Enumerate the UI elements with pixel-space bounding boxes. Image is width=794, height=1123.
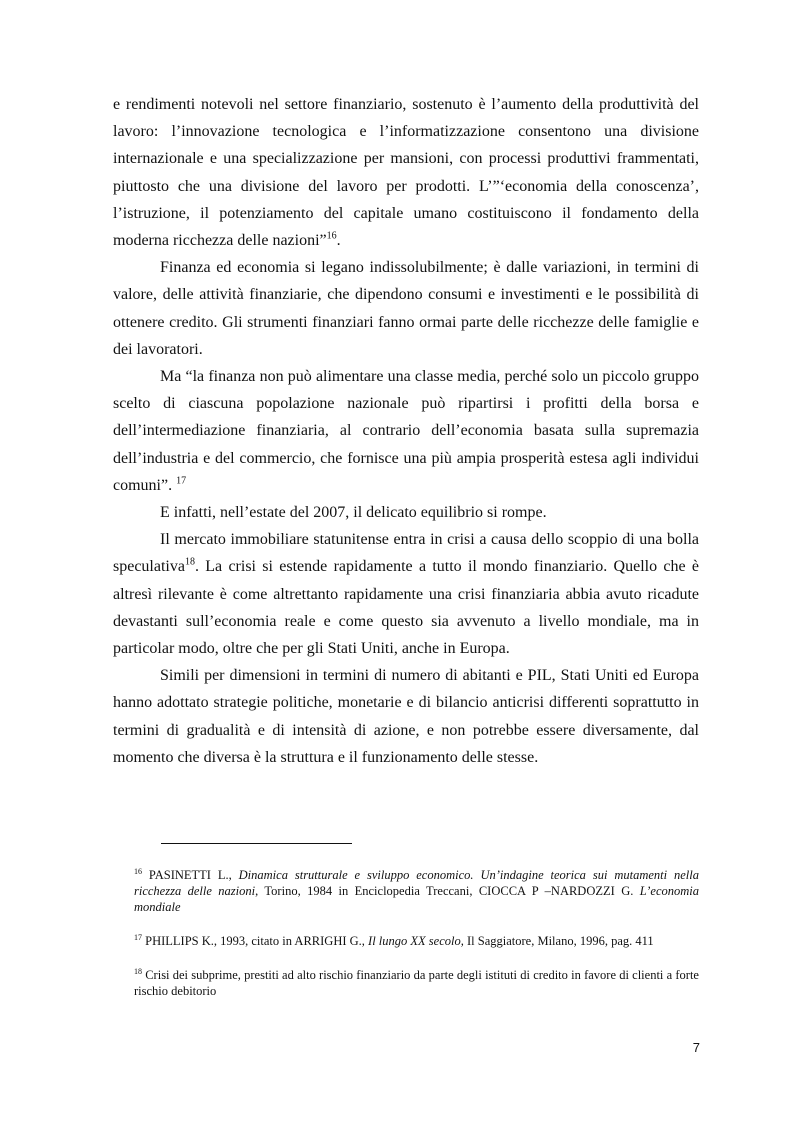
footnote-text: PASINETTI L., xyxy=(142,868,239,882)
paragraph-4: E infatti, nell’estate del 2007, il delicato equilibrio si rompe. xyxy=(160,504,547,522)
paragraph-3 xyxy=(113,363,699,499)
footnote-title: Dinamica strutturale e sviluppo economico. Un’indagine teorica sui mutamenti nella ricchezza delle nazioni xyxy=(134,868,700,898)
footnote-number: 18 xyxy=(134,966,142,976)
paragraph-5 xyxy=(113,526,699,662)
paragraph-5-after: . La crisi si estende rapidamente a tutto il mondo finanziario. Quello che è altresì rilevante è come altrettanto rapidamente una crisi finanziaria abbia avuto ricadute devastanti sull’economia reale e come questo sia avvenuto a livello mondiale, ma in particolar modo, oltre che per gli Stati Uniti, anche in Europa. xyxy=(113,558,699,658)
paragraph-1-end: . xyxy=(336,232,341,250)
footnote-text: Crisi dei subprime, prestiti ad alto rischio finanziario da parte degli istituti di credito in favore di clienti a forte rischio debitorio xyxy=(134,968,699,998)
footnote-ref-18[interactable]: 18 xyxy=(184,557,195,569)
footnote-number: 16 xyxy=(134,866,142,876)
page-number: 7 xyxy=(692,1040,700,1055)
footnote-title: Il lungo XX secolo, xyxy=(368,934,464,948)
footnote-title: L’economia mondiale xyxy=(134,884,699,914)
footnotes xyxy=(134,867,699,1017)
footnote-text: , Torino, 1984 in Enciclopedia Treccani, CIOCCA P –NARDOZZI G. xyxy=(255,884,640,898)
paragraph-2: Finanza ed economia si legano indissolubilmente; è dalle variazioni, in termini di valore, delle attività finanziarie, che dipendono consumi e investimenti e le possibilità di ottenere credito. Gli strumenti finanziari fanno ormai parte delle ricchezze delle famiglie e dei lavoratori. xyxy=(113,259,699,358)
footnote-separator xyxy=(161,843,352,844)
paragraph-1-text: e rendimenti notevoli nel settore finanziario, sostenuto è l’aumento della produttività del lavoro: l’innovazione tecnologica e l’informatizzazione consentono una divisione internazionale e una specializzazione per mansioni, con processi produttivi frammentati, piuttosto che una divisione del lavoro per prodotti. L’”‘economia della conoscenza’, l’istruzione, il potenziamento del capitale umano costituiscono il fondamento della moderna ricchezza delle nazioni” xyxy=(113,96,699,250)
paragraph-1 xyxy=(113,91,699,254)
footnote-text: Il Saggiatore, Milano, 1996, pag. 411 xyxy=(463,934,654,948)
paragraph-6: Simili per dimensioni in termini di numero di abitanti e PIL, Stati Uniti ed Europa hanno adottato strategie politiche, monetarie e di bilancio anticrisi differenti soprattutto in termini di gradualità e di intensità di azione, e non potrebbe essere diversamente, dal momento che diversa è la struttura e il funzionamento delle stesse. xyxy=(113,667,699,766)
footnote-17 xyxy=(134,933,699,949)
footnote-text: PHILLIPS K., 1993, citato in ARRIGHI G., xyxy=(142,934,369,948)
paragraph-5-before: Il mercato immobiliare statunitense entra in crisi a causa dello scoppio di una bolla speculativa xyxy=(113,531,699,576)
footnote-ref-17[interactable]: 17 xyxy=(176,475,187,487)
body-text xyxy=(113,91,699,771)
footnote-number: 17 xyxy=(134,932,142,942)
footnote-ref-16[interactable]: 16 xyxy=(326,230,337,242)
footnote-16 xyxy=(134,867,699,915)
paragraph-3-text: Ma “la finanza non può alimentare una classe media, perché solo un piccolo gruppo scelto di ciascuna popolazione nazionale può ripartirsi i profitti della borsa e dell’intermediazione finanziaria, al contrario dell’economia basata sulla supremazia dell’industria e del commercio, che fornisce una più ampia prosperità estesa agli individui comuni”. xyxy=(113,368,699,494)
footnote-18 xyxy=(134,967,699,999)
